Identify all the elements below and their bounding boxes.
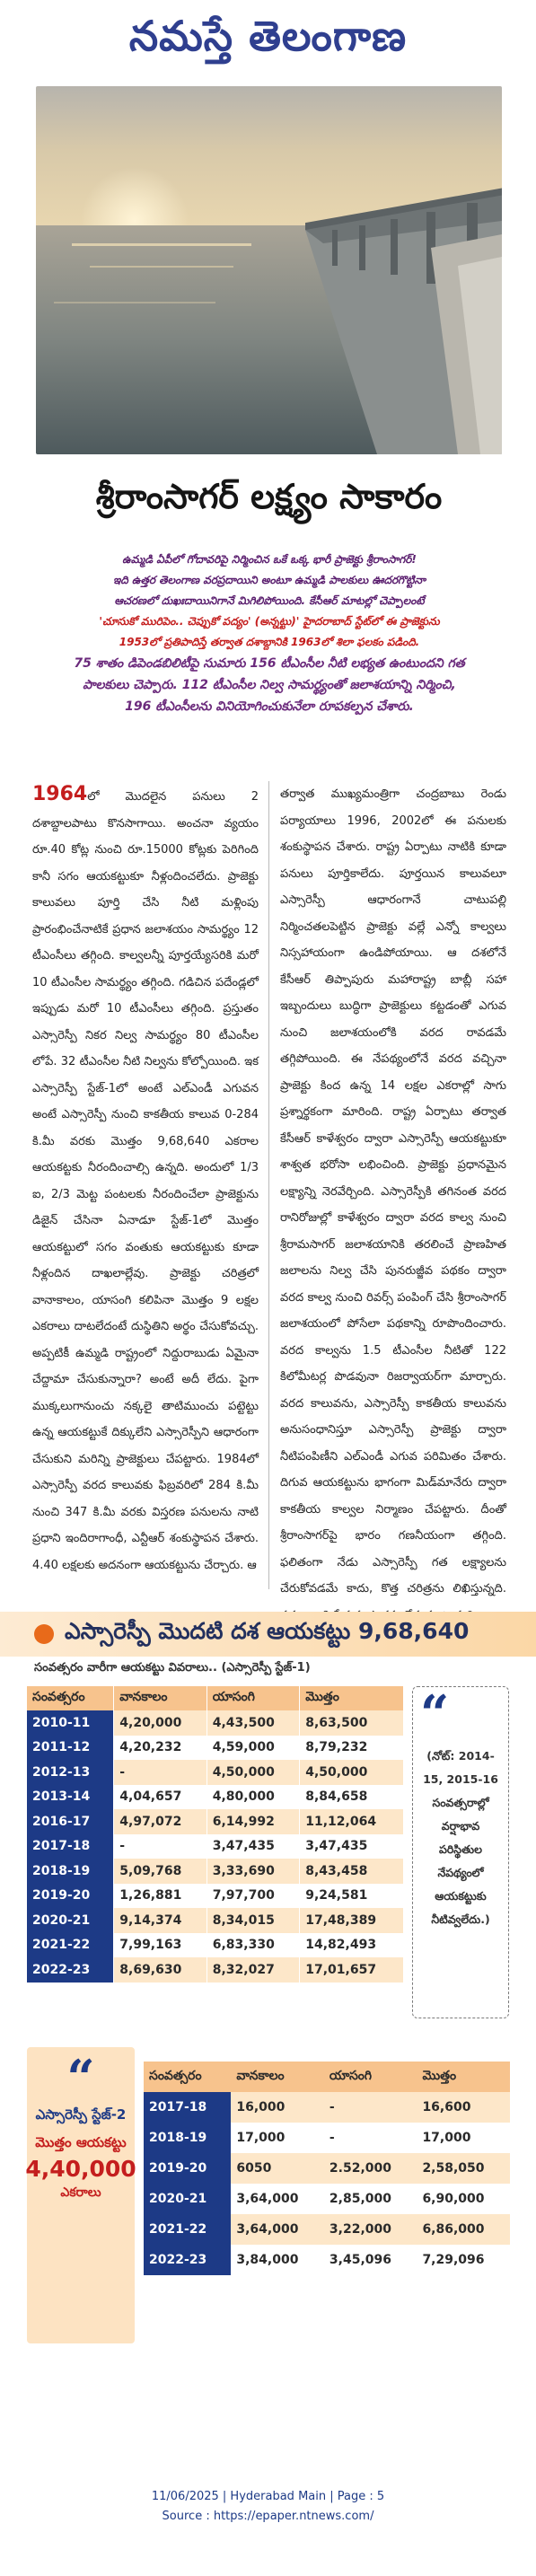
value-cell: 9,14,374	[114, 1908, 206, 1933]
value-cell: 16,600	[417, 2092, 510, 2123]
value-cell: 8,69,630	[114, 1957, 206, 1983]
table-row	[27, 1710, 404, 1736]
stage1-subtitle: సంవత్సరం వారీగా ఆయకట్టు వివరాలు.. (ఎస్సారెస్పీ స్టేజ్-1)	[34, 1661, 311, 1675]
value-cell: 11,12,064	[300, 1809, 404, 1834]
newspaper-title: నమస్తే తెలంగాణ	[128, 12, 408, 60]
column-header: యాసంగి	[324, 2062, 417, 2092]
table-row	[144, 2153, 510, 2184]
value-cell: 2,85,000	[324, 2184, 417, 2214]
value-cell: 4,43,500	[206, 1710, 299, 1736]
intro-line: 1953లో ప్రతిపాదిస్తే తర్వాత దశాబ్దానికి 1963లో శిలా ఫలకం పడింది.	[119, 636, 420, 648]
table-row	[27, 1957, 404, 1983]
value-cell: 3,45,096	[324, 2245, 417, 2275]
headline-text: శ్రీరాంసాగర్ లక్ష్యం సాకారం	[95, 476, 443, 516]
value-cell: -	[324, 2123, 417, 2153]
intro-line: ఆచరణలో దుఖఃదాయినిగానే మిగిలిపోయింది. కేసీఆర్ మాటల్లో చెప్పాలంటే	[114, 594, 425, 607]
dam-photo-image	[36, 86, 502, 454]
value-cell: 4,20,000	[114, 1710, 206, 1736]
table-row	[144, 2184, 510, 2214]
value-cell: 6050	[231, 2153, 324, 2184]
value-cell: 2,58,050	[417, 2153, 510, 2184]
value-cell: 3,64,000	[231, 2214, 324, 2245]
value-cell: 4,50,000	[300, 1760, 404, 1785]
year-cell: 2022-23	[144, 2245, 231, 2275]
table-row	[144, 2245, 510, 2275]
table-row	[27, 1809, 404, 1834]
value-cell: 2.52,000	[324, 2153, 417, 2184]
value-cell: 4,20,232	[114, 1736, 206, 1761]
article-left-text: లో మొదలైన పనులు 2 దశాబ్దాలపాటు కొనసాగాయి. అంచనా వ్యయం రూ.40 కోట్ల నుంచి రూ.15000 కోట్లకు పెరిగింది కానీ సగం ఆయకట్టుకూ నీళ్లందించలేదు. ప్రాజెక్టు కాలువలు పూర్తి చేసి నీటి మళ్లింపు ప్రారంభించేనాటికే ప్రధాన జలాశయం సామర్థ్యం 12 టీఎంసీలు తగ్గింది. కాల్వలన్నీ పూర్తయ్యేసరికి మరో 10 టీఎంసీల సామర్థ్యం తగ్గింది. గడిచిన పదేండ్లలో ఇప్పుడు మరో 10 టీఎంసీలు తగ్గింది. ప్రస్తుతం ఎస్సారెస్పీ నికర నిల్వ సామర్థ్యం 80 టీఎంసీల లోపే. 32 టీఎంసీల నీటి నిల్వను కోల్పోయింది. ఇక ఎస్సారెస్పీ స్టేజ్-1లో అంటే ఎల్‌ఎండీ ఎగువన అంటే ఎస్సారెస్పీ నుంచి కాకతీయ కాలువ 0-284 కి.మీ వరకు మొత్తం 9,68,640 ఎకరాల ఆయకట్టకు నీరందించాల్సి ఉన్నది. అందులో 1/3 ఐ, 2/3 మెట్ట పంటలకు నీరందించేలా ప్రాజెక్టును డిజైన్ చేసినా ఏనాడూ స్టేజ్-1లో మొత్తం ఆయకట్టులో సగం వంతుకు ఆయకట్టుకు కూడా నీళ్లందిన దాఖలాల్లేవు. ప్రాజెక్టు చరిత్రలో వానాకాలం, యాసంగి కలిపినా మొత్తం 9 లక్షల ఎకరాలు దాటలేదంటే దుస్థితిని అర్థం చేసుకోవచ్చు. అప్పటికీ ఉమ్మడి రాష్ట్రంలో నిద్దురాబుడు ఏమైనా చేద్దామా చేసుకున్నారా? అంటే అదీ లేదు. పైగా ముక్కలుగానుంచు నక్కలై తాటిముంచు పట్టెట్టు ఉన్న ఆయకట్టుకే దిక్కులేని ఎస్సారెస్పీని ఆధారంగా చేసుకుని మరిన్ని ప్రాజెక్టులు చేపట్టారు. 1984లో ఎస్సారెస్పీ వరద కాలువకు ఫిబ్రవరిలో 284 కి.మీ నుంచి 347 కి.మీ వరకు విస్తరణ పనులను నాటి ప్రధాని ఇందిరాగాంధీ, ఎన్టీఆర్ శంకుస్థాపన చేశారు. 4.40 లక్షలకు అదనంగా ఆయకట్టును చేర్చారు. ఆ	[32, 790, 259, 1572]
intro-block	[32, 549, 506, 717]
value-cell: 17,48,389	[300, 1908, 404, 1933]
value-cell: 8,34,015	[206, 1908, 299, 1933]
year-cell: 2017-18	[27, 1834, 114, 1859]
intro-line: ఇది ఉత్తర తెలంగాణ వరప్రదాయిని అంటూ ఉమ్మడి పాలకులు ఊదరగొట్టినా	[113, 574, 426, 586]
column-header: వానకాలం	[114, 1686, 206, 1710]
table-row	[27, 1736, 404, 1761]
table-header-row	[144, 2062, 510, 2092]
column-header: వానకాలం	[231, 2062, 324, 2092]
column-header: మొత్తం	[417, 2062, 510, 2092]
value-cell: 8,63,500	[300, 1710, 404, 1736]
value-cell: 3,47,435	[300, 1834, 404, 1859]
masthead	[0, 0, 536, 83]
table-row	[144, 2092, 510, 2123]
column-header: యాసంగి	[206, 1686, 299, 1710]
footer-edition: 11/06/2025 | Hyderabad Main | Page : 5	[151, 2490, 385, 2503]
value-cell: 8,79,232	[300, 1736, 404, 1761]
value-cell: 5,09,768	[114, 1859, 206, 1884]
note-text: (నోట్: 2014-15, 2015-16 సంవత్సరాల్లో వర్షాభావ పరిస్థితుల నేపథ్యంలో ఆయకట్టుకు నీటివ్వలేదు.)	[423, 1749, 498, 1926]
value-cell: 14,82,493	[300, 1933, 404, 1958]
value-cell: 9,24,581	[300, 1884, 404, 1909]
value-cell: 17,000	[231, 2123, 324, 2153]
table-row	[27, 1859, 404, 1884]
footer-source: Source : https://epaper.ntnews.com/	[162, 2510, 374, 2523]
year-cell: 2011-12	[27, 1736, 114, 1761]
value-cell: -	[324, 2092, 417, 2123]
year-cell: 2019-20	[144, 2153, 231, 2184]
table-row	[27, 1933, 404, 1958]
stage1-banner	[0, 1612, 536, 1657]
value-cell: 4,97,072	[114, 1809, 206, 1834]
value-cell: 6,83,330	[206, 1933, 299, 1958]
intro-line: 75 శాతం డిపెండబిలిటీపై సుమారు 156 టీఎంసీల నీటి లభ్యత ఉంటుందని గత	[74, 656, 465, 671]
year-cell: 2016-17	[27, 1809, 114, 1834]
value-cell: 8,32,027	[206, 1957, 299, 1983]
headline	[31, 458, 507, 543]
value-cell: 4,59,000	[206, 1736, 299, 1761]
stage2-panel	[27, 2047, 135, 2343]
year-cell: 2010-11	[27, 1710, 114, 1736]
table-row	[27, 1785, 404, 1810]
column-header: సంవత్సరం	[27, 1686, 114, 1710]
value-cell: 7,29,096	[417, 2245, 510, 2275]
quote-icon: “	[420, 1684, 450, 1744]
column-header: మొత్తం	[300, 1686, 404, 1710]
value-cell: 3,47,435	[206, 1834, 299, 1859]
stage1-table-body	[27, 1710, 404, 1983]
stage2-total-unit: ఎకరాలు	[60, 2185, 101, 2200]
stage2-table-body	[144, 2092, 510, 2275]
intro-line: ఉమ్మడి ఏపీలో గోదావరిపై నిర్మించిన ఒకే ఒక్క భారీ ప్రాజెక్టు శ్రీరాంసాగర్!	[122, 553, 417, 566]
value-cell: 6,14,992	[206, 1809, 299, 1834]
stage2-total-label: మొత్తం ఆయకట్టు	[35, 2134, 127, 2150]
value-cell: 16,000	[231, 2092, 324, 2123]
stage2-label: ఎస్సారెస్పీ స్టేజ్-2	[35, 2106, 127, 2123]
column-header: సంవత్సరం	[144, 2062, 231, 2092]
year-cell: 2012-13	[27, 1760, 114, 1785]
table-row	[27, 1834, 404, 1859]
value-cell: 17,000	[417, 2123, 510, 2153]
article-column-left	[32, 781, 259, 1578]
stage2-table	[144, 2062, 510, 2275]
table-row	[27, 1884, 404, 1909]
value-cell: -	[114, 1760, 206, 1785]
stage2-total-value: 4,40,000	[25, 2156, 136, 2182]
lead-year: 1964	[32, 783, 88, 805]
year-cell: 2018-19	[27, 1859, 114, 1884]
page-footer	[0, 2487, 536, 2527]
year-cell: 2019-20	[27, 1884, 114, 1909]
article-body	[32, 781, 506, 1598]
value-cell: 3,64,000	[231, 2184, 324, 2214]
value-cell: 4,80,000	[206, 1785, 299, 1810]
column-divider	[268, 781, 269, 1589]
table-header-row	[27, 1686, 404, 1710]
year-cell: 2013-14	[27, 1785, 114, 1810]
year-cell: 2020-21	[27, 1908, 114, 1933]
year-cell: 2022-23	[27, 1957, 114, 1983]
table-row	[27, 1908, 404, 1933]
value-cell: 4,50,000	[206, 1760, 299, 1785]
value-cell: 7,99,163	[114, 1933, 206, 1958]
table-row	[144, 2214, 510, 2245]
value-cell: 6,86,000	[417, 2214, 510, 2245]
intro-line: పాలకులు చెప్పారు. 112 టీఎంసీల నిల్వ సామర్థ్యంతో జలాశయాన్ని నిర్మించి,	[83, 678, 456, 692]
year-cell: 2018-19	[144, 2123, 231, 2153]
quote-icon: “	[66, 2049, 95, 2106]
year-cell: 2020-21	[144, 2184, 231, 2214]
value-cell: 8,84,658	[300, 1785, 404, 1810]
value-cell: 3,22,000	[324, 2214, 417, 2245]
intro-line: 196 టీఎంసీలను వినియోగించుకునేలా రూపకల్పన చేశారు.	[125, 699, 414, 714]
value-cell: 3,33,690	[206, 1859, 299, 1884]
bullet-dot-icon	[34, 1624, 54, 1644]
year-cell: 2021-22	[27, 1933, 114, 1958]
value-cell: 7,97,700	[206, 1884, 299, 1909]
stage1-title: ఎస్సారెస్పీ మొదటి దశ ఆయకట్టు 9,68,640	[65, 1618, 470, 1644]
dam-photo	[36, 86, 502, 454]
value-cell: 6,90,000	[417, 2184, 510, 2214]
article-column-right: తర్వాత ముఖ్యమంత్రిగా చంద్రబాబు రెండు పర్యాయాలు 1996, 2002లో ఈ పనులకు శంకుస్థాపన చేశారు. రాష్ట్ర ఏర్పాటు నాటికి కూడా పనులు పూర్తికాలేదు. పూర్తయిన కాలువలూ ఎస్సారెస్పీ ఆధారంగానే చాటుపల్లి నిర్మించతలపెట్టిన ప్రాజెక్టు వల్లే ఎన్నో కాల్వలు నిస్సహాయంగా ఉండిపోయాయి. ఆ దశలోనే కేసీఆర్ తిప్పాపురు మహారాష్ట్ర బాబ్లీ సహా ఇబ్బందులు బుద్ధిగా ప్రాజెక్టులు కట్టడంతో ఎగువ నుంచి జలాశయంలోకి వరద రావడమే తగ్గిపోయింది. ఈ నేపథ్యంలోనే వరద వచ్చినా ప్రాజెక్టు కింద ఉన్న 14 లక్షల ఎకరాల్లో సాగు ప్రశ్నార్థకంగా మారింది. రాష్ట్ర ఏర్పాటు తర్వాత కేసీఆర్ కాళేశ్వరం ద్వారా ఎస్సారెస్పీ ఆయకట్టుకూ శాశ్వత భరోసా లభించింది. ప్రాజెక్టు ప్రధానమైన లక్ష్యాన్ని నెరవేర్చింది. ఎస్సారెస్పీకి తగినంత వరద రానిరోజుల్లో కాళేశ్వరం ద్వారా వరద కాల్వ నుంచి శ్రీరామసాగర్ జలాశయానికి తరలించే ప్రాణహిత జలాలను నిల్వ చేసి పునరుజ్జీవ పథకం ద్వారా వరద కాల్వ నుంచి రివర్స్ పంపింగ్ చేసి శ్రీరాంసాగర్ జలాశయంలో పోసేలా పథకాన్ని రూపొందించారు. వరద కాల్వను 1.5 టీఎంసీల నీటితో 122 కిలోమీటర్ల పొడవునా రిజర్వాయర్‌గా మార్చారు. వరద కాలువను, ఎస్సారెస్పీ కాకతీయ కాలువను అనుసంధానిస్తూ ఎస్సారెస్పీ ప్రాజెక్టు ద్వారా నీటిపంపిణీని ఎల్‌ఎండీ ఎగువ పరిమితం చేశారు. దిగువ ఆయకట్టును భాగంగా మిడ్‌మానేరు ద్వారా కాకతీయ కాల్వల నిర్మాణం చేపట్టారు. దీంతో శ్రీరాంసాగర్‌పై భారం గణనీయంగా తగ్గింది. ఫలితంగా నేడు ఎస్సారెస్పీ గత లక్ష్యాలను చేరుకోవడమే కాదు, కొత్త చరిత్రను లిఖిస్తున్నది.	[280, 787, 506, 1596]
value-cell: 8,43,458	[300, 1859, 404, 1884]
stage1-table	[27, 1686, 404, 1983]
intro-line: 'చూసుకో మురిపెం.. చెప్పుకో పద్యం' (అన్నట్టు)' హైదరాబాద్ స్టేట్‌లో ఈ ప్రాజెక్టును	[99, 615, 440, 628]
value-cell: 4,04,657	[114, 1785, 206, 1810]
value-cell: 17,01,657	[300, 1957, 404, 1983]
table-row	[144, 2123, 510, 2153]
year-cell: 2017-18	[144, 2092, 231, 2123]
table-row	[27, 1760, 404, 1785]
value-cell: -	[114, 1834, 206, 1859]
value-cell: 1,26,881	[114, 1884, 206, 1909]
note-box	[412, 1686, 509, 2018]
year-cell: 2021-22	[144, 2214, 231, 2245]
value-cell: 3,84,000	[231, 2245, 324, 2275]
